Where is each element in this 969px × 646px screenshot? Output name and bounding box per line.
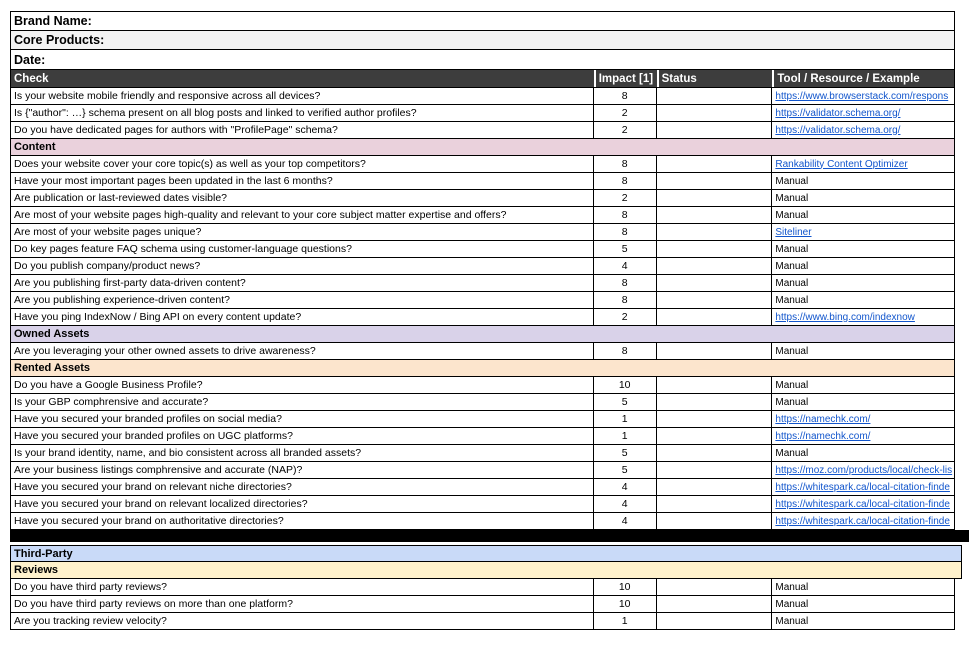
impact-value: 8: [594, 343, 657, 359]
impact-value: 8: [594, 224, 657, 240]
tool-cell: [772, 613, 954, 629]
impact-value: 8: [594, 292, 657, 308]
status-cell: [657, 190, 773, 206]
tool-text: Manual: [775, 447, 809, 459]
tool-cell: [772, 292, 954, 308]
table-row: [10, 88, 955, 105]
meta-row: [10, 31, 955, 50]
impact-value: 1: [594, 613, 657, 629]
table-row: [10, 241, 955, 258]
impact-value: 8: [594, 173, 657, 189]
table-row: [10, 377, 955, 394]
status-cell: [657, 309, 773, 325]
table-row: [10, 343, 955, 360]
check-question: Have you secured your branded profiles on social media?: [11, 411, 594, 427]
tool-cell: [772, 105, 954, 121]
check-question: Do you have dedicated pages for authors with "ProfilePage" schema?: [11, 122, 594, 138]
brand-name-label: Brand Name:: [14, 14, 92, 28]
status-cell: [657, 579, 773, 595]
status-cell: [657, 292, 773, 308]
table-header-row: [10, 70, 955, 88]
tool-cell: [772, 343, 954, 359]
tool-text: Manual: [775, 294, 809, 306]
status-cell: [657, 411, 773, 427]
status-cell: [657, 428, 773, 444]
check-question: Are you leveraging your other owned assets to drive awareness?: [11, 343, 594, 359]
tool-link[interactable]: https://whitespark.ca/local-citation-finde: [775, 481, 950, 493]
tool-cell: [772, 496, 954, 512]
tool-cell: [772, 173, 954, 189]
tool-link[interactable]: https://validator.schema.org/: [775, 124, 901, 136]
tool-link[interactable]: https://namechk.com/: [775, 413, 871, 425]
table-row: [10, 156, 955, 173]
tool-link[interactable]: https://moz.com/products/local/check-lis: [775, 464, 953, 476]
check-question: Are you publishing first-party data-driven content?: [11, 275, 594, 291]
impact-value: 2: [594, 105, 657, 121]
tool-link[interactable]: https://namechk.com/: [775, 430, 871, 442]
tool-link[interactable]: https://www.bing.com/indexnow: [775, 311, 915, 323]
tool-link[interactable]: https://whitespark.ca/local-citation-finde: [775, 498, 950, 510]
impact-value: 8: [594, 207, 657, 223]
impact-value: 1: [594, 411, 657, 427]
status-cell: [657, 596, 773, 612]
check-question: Is your brand identity, name, and bio consistent across all branded assets?: [11, 445, 594, 461]
check-question: Do you have third party reviews?: [11, 579, 594, 595]
check-question: Is your website mobile friendly and responsive across all devices?: [11, 88, 594, 104]
table-row: [10, 258, 955, 275]
column-header-check: Check: [14, 72, 49, 85]
status-cell: [657, 462, 773, 478]
impact-value: 1: [594, 428, 657, 444]
impact-value: 4: [594, 258, 657, 274]
impact-value: 8: [594, 88, 657, 104]
tool-link[interactable]: https://validator.schema.org/: [775, 107, 901, 119]
section-title: Reviews: [14, 564, 59, 576]
table-row: [10, 411, 955, 428]
check-question: Are most of your website pages high-quality and relevant to your core subject matter expertise and offers?: [11, 207, 594, 223]
impact-value: 5: [594, 241, 657, 257]
table-row: [10, 207, 955, 224]
status-cell: [657, 241, 773, 257]
table-row: [10, 105, 955, 122]
tool-text: Manual: [775, 345, 809, 357]
impact-value: 5: [594, 445, 657, 461]
check-question: Are publication or last-reviewed dates visible?: [11, 190, 594, 206]
check-question: Have you ping IndexNow / Bing API on every content update?: [11, 309, 594, 325]
status-cell: [657, 613, 773, 629]
check-question: Have your most important pages been updated in the last 6 months?: [11, 173, 594, 189]
section-title: Owned Assets: [14, 328, 90, 340]
table-row: [10, 479, 955, 496]
check-question: Have you secured your brand on relevant localized directories?: [11, 496, 594, 512]
impact-value: 4: [594, 513, 657, 529]
table-row: [10, 513, 955, 530]
impact-value: 4: [594, 479, 657, 495]
status-cell: [657, 275, 773, 291]
table-row: [10, 428, 955, 445]
check-question: Have you secured your brand on authoritative directories?: [11, 513, 594, 529]
brand-audit-checklist: [10, 11, 955, 630]
status-cell: [657, 224, 773, 240]
section-row: [10, 326, 955, 343]
check-question: Are most of your website pages unique?: [11, 224, 594, 240]
check-question: Does your website cover your core topic(s) as well as your top competitors?: [11, 156, 594, 172]
status-cell: [657, 122, 773, 138]
check-question: Do you publish company/product news?: [11, 258, 594, 274]
tool-cell: [772, 122, 954, 138]
status-cell: [657, 207, 773, 223]
tool-text: Manual: [775, 260, 809, 272]
column-header-impact: Impact [1]: [594, 70, 657, 87]
impact-value: 5: [594, 462, 657, 478]
status-cell: [657, 377, 773, 393]
table-row: [10, 445, 955, 462]
section-row: [10, 545, 962, 562]
check-question: Do you have third party reviews on more than one platform?: [11, 596, 594, 612]
impact-value: 8: [594, 156, 657, 172]
core-products-label: Core Products:: [14, 33, 105, 47]
status-cell: [657, 513, 773, 529]
table-row: [10, 292, 955, 309]
check-question: Have you secured your brand on relevant niche directories?: [11, 479, 594, 495]
tool-cell: [772, 258, 954, 274]
impact-value: 5: [594, 394, 657, 410]
divider-row: [10, 530, 969, 542]
tool-cell: [772, 377, 954, 393]
status-cell: [657, 88, 773, 104]
status-cell: [657, 105, 773, 121]
tool-cell: [772, 445, 954, 461]
tool-text: Manual: [775, 379, 809, 391]
tool-cell: [772, 309, 954, 325]
table-row: [10, 613, 955, 630]
section-title: Content: [14, 141, 56, 153]
tool-cell: [772, 579, 954, 595]
tool-cell: [772, 241, 954, 257]
check-question: Are you publishing experience-driven content?: [11, 292, 594, 308]
section-title: Rented Assets: [14, 362, 91, 374]
check-question: Have you secured your branded profiles on UGC platforms?: [11, 428, 594, 444]
column-header-tool: Tool / Resource / Example: [772, 70, 954, 87]
table-row: [10, 173, 955, 190]
tool-text: Manual: [775, 581, 809, 593]
tool-cell: [772, 88, 954, 104]
check-question: Are you tracking review velocity?: [11, 613, 594, 629]
table-row: [10, 190, 955, 207]
status-cell: [657, 156, 773, 172]
tool-link[interactable]: https://www.browserstack.com/respons: [775, 90, 949, 102]
tool-cell: [772, 479, 954, 495]
section-row: [10, 139, 955, 156]
section-row: [10, 562, 962, 579]
tool-text: Manual: [775, 396, 809, 408]
status-cell: [657, 343, 773, 359]
check-question: Are your business listings comphrensive and accurate (NAP)?: [11, 462, 594, 478]
tool-text: Manual: [775, 175, 809, 187]
tool-cell: [772, 224, 954, 240]
table-row: [10, 122, 955, 139]
tool-cell: [772, 275, 954, 291]
impact-value: 4: [594, 496, 657, 512]
tool-link[interactable]: Siteliner: [775, 226, 812, 238]
check-question: Is {"author": …} schema present on all blog posts and linked to verified author profiles?: [11, 105, 594, 121]
table-row: [10, 275, 955, 292]
status-cell: [657, 445, 773, 461]
impact-value: 10: [594, 579, 657, 595]
check-question: Do key pages feature FAQ schema using customer-language questions?: [11, 241, 594, 257]
column-header-status: Status: [657, 70, 773, 87]
table-row: [10, 224, 955, 241]
status-cell: [657, 258, 773, 274]
impact-value: 10: [594, 377, 657, 393]
check-question: Do you have a Google Business Profile?: [11, 377, 594, 393]
status-cell: [657, 496, 773, 512]
tool-text: Manual: [775, 209, 809, 221]
tool-cell: [772, 394, 954, 410]
status-cell: [657, 479, 773, 495]
tool-link[interactable]: Rankability Content Optimizer: [775, 158, 908, 170]
tool-text: Manual: [775, 598, 809, 610]
status-cell: [657, 173, 773, 189]
status-cell: [657, 394, 773, 410]
tool-cell: [772, 411, 954, 427]
impact-value: 2: [594, 309, 657, 325]
table-row: [10, 462, 955, 479]
tool-link[interactable]: https://whitespark.ca/local-citation-finde: [775, 515, 950, 527]
check-question: Is your GBP comphrensive and accurate?: [11, 394, 594, 410]
tool-cell: [772, 513, 954, 529]
tool-cell: [772, 428, 954, 444]
date-label: Date:: [14, 52, 46, 67]
tool-text: Manual: [775, 243, 809, 255]
section-row: [10, 360, 955, 377]
table-row: [10, 579, 955, 596]
impact-value: 10: [594, 596, 657, 612]
checklist-rows: [10, 88, 955, 630]
table-row: [10, 596, 955, 613]
tool-cell: [772, 156, 954, 172]
meta-row: [10, 50, 955, 70]
tool-cell: [772, 207, 954, 223]
table-row: [10, 309, 955, 326]
meta-row: [10, 11, 955, 31]
table-row: [10, 496, 955, 513]
tool-text: Manual: [775, 192, 809, 204]
tool-cell: [772, 596, 954, 612]
tool-text: Manual: [775, 277, 809, 289]
tool-text: Manual: [775, 615, 809, 627]
impact-value: 2: [594, 122, 657, 138]
tool-cell: [772, 462, 954, 478]
impact-value: 8: [594, 275, 657, 291]
tool-cell: [772, 190, 954, 206]
impact-value: 2: [594, 190, 657, 206]
table-row: [10, 394, 955, 411]
section-title: Third-Party: [14, 547, 73, 560]
